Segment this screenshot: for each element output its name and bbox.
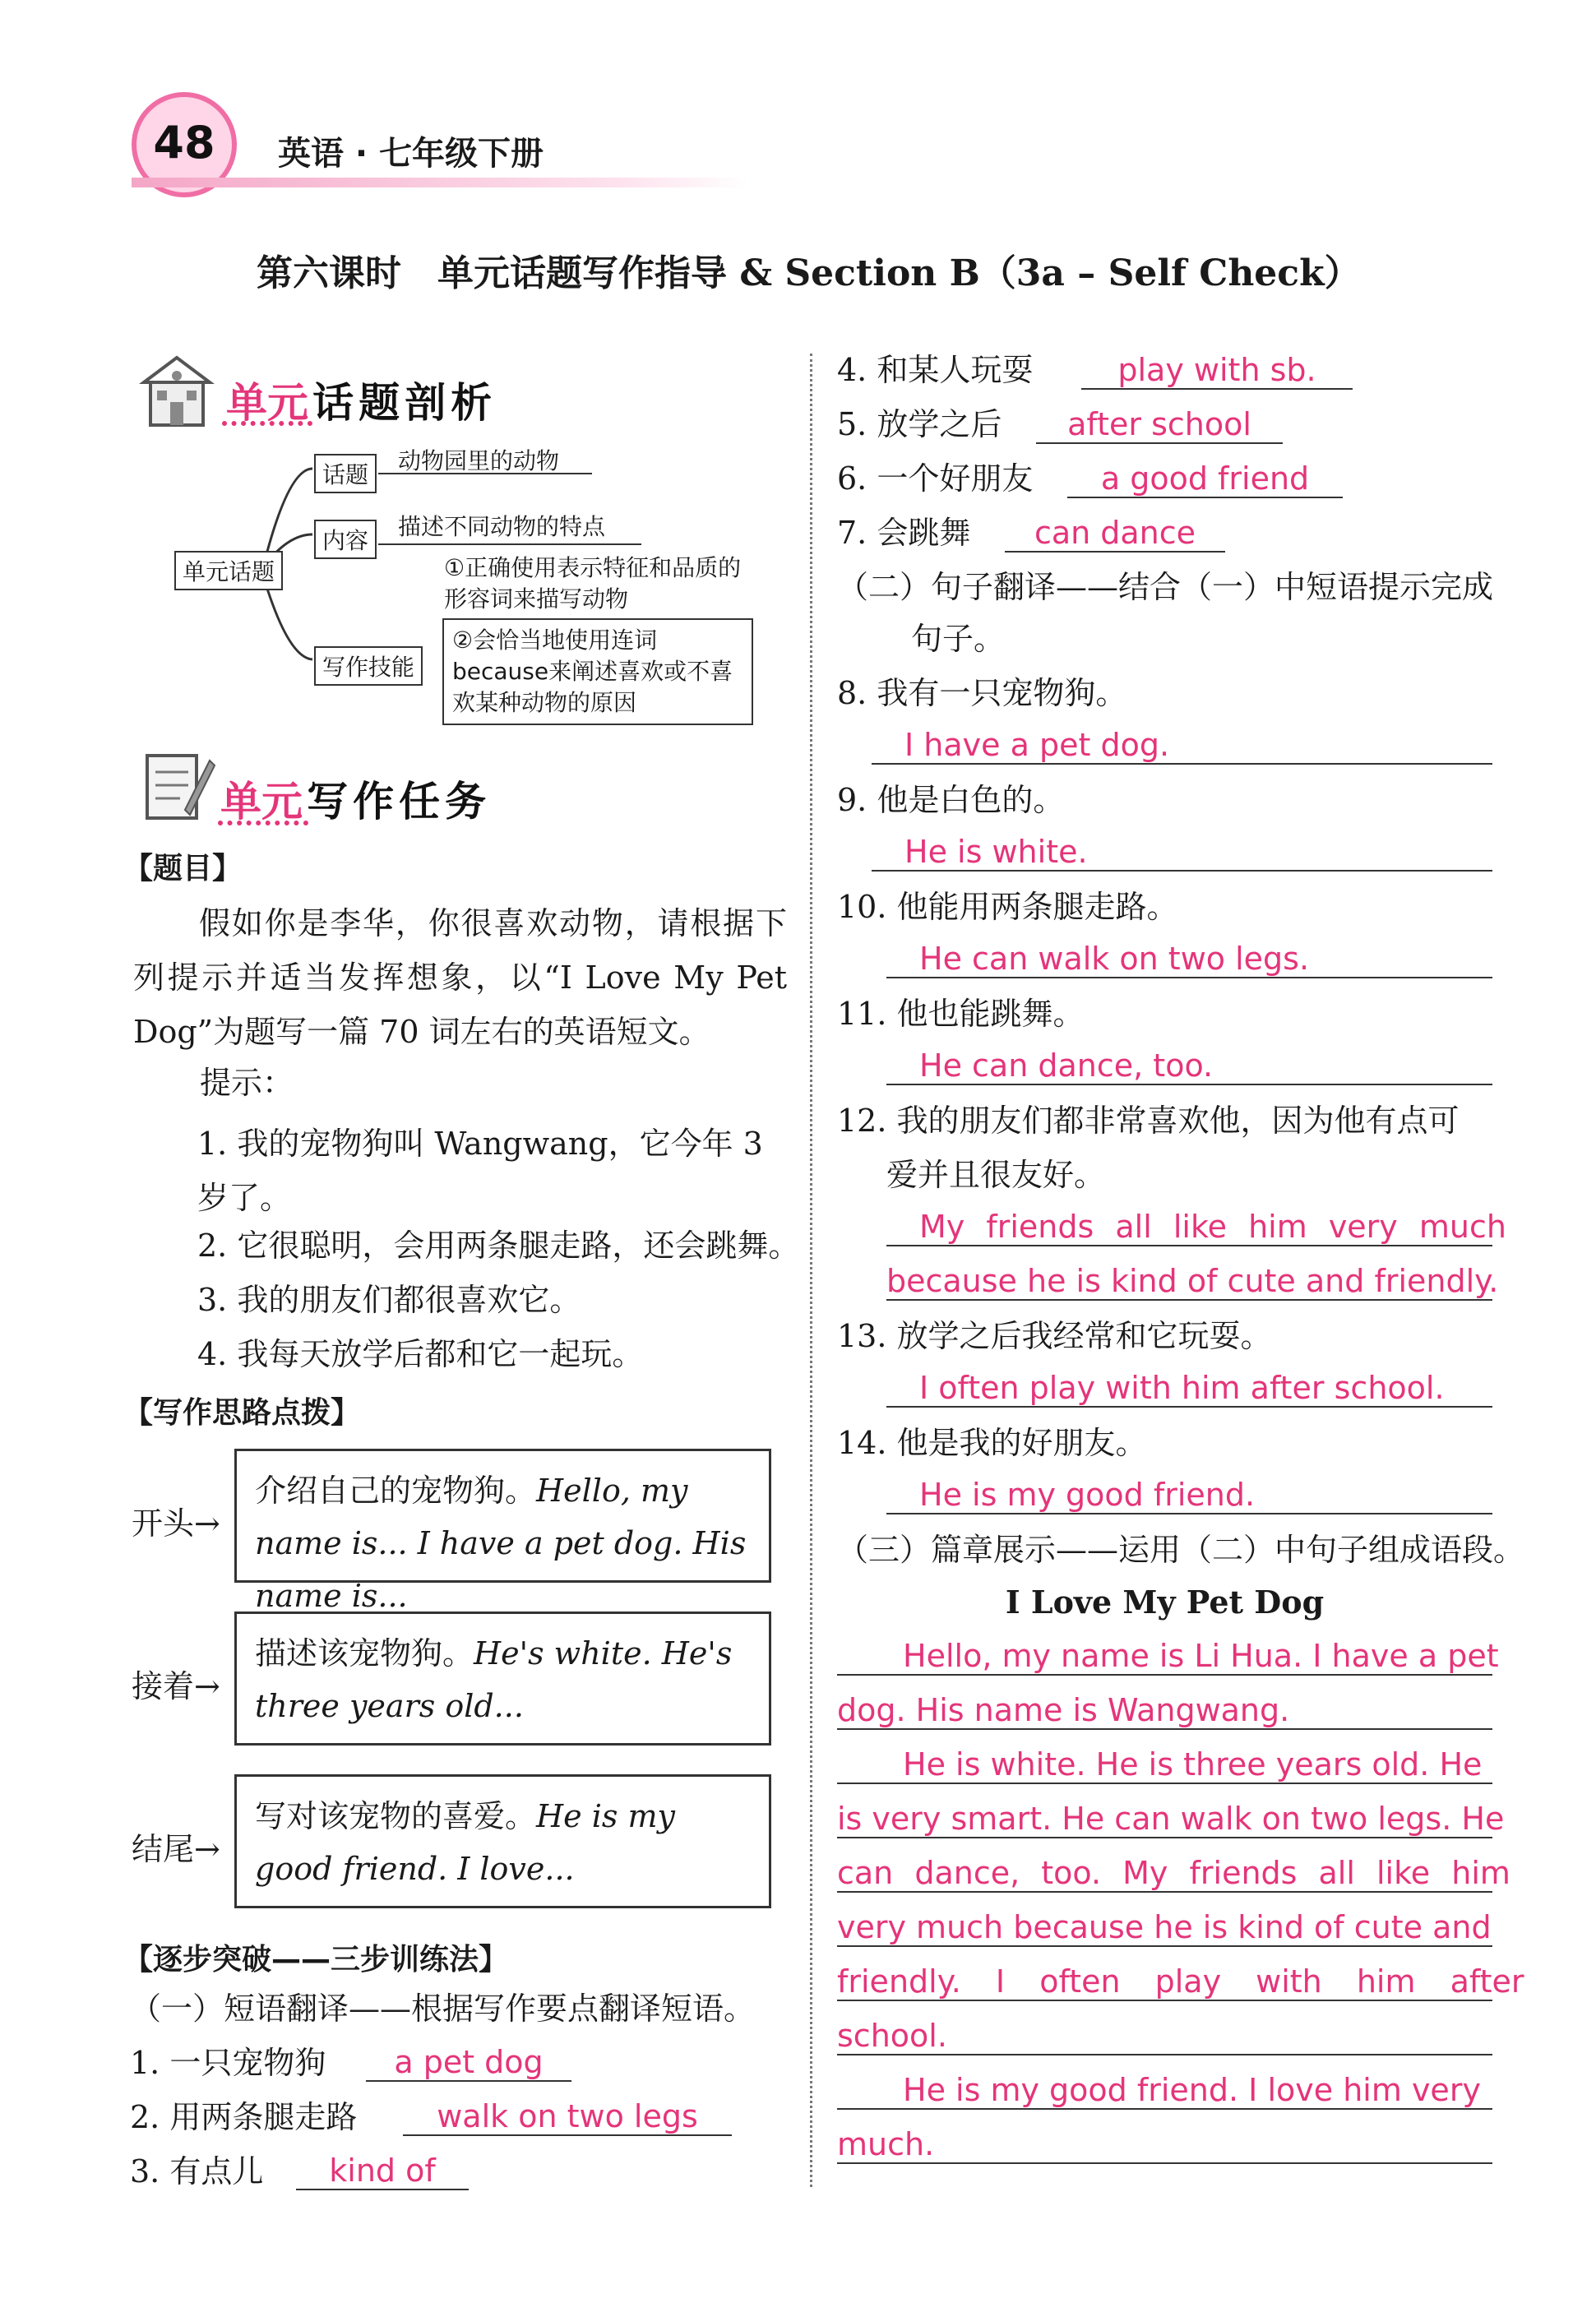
phrase-q-3: 3. 有点儿 <box>130 2153 264 2189</box>
banner2-label-a: 单元 <box>220 778 303 825</box>
phrase-a-7: can dance <box>1005 515 1225 553</box>
essay-line-2: dog. His name is Wangwang. <box>837 1692 1492 1730</box>
guide-cn-2: 描述该宠物狗。 <box>255 1635 474 1672</box>
sentence-a-9: He is white. <box>872 834 1492 872</box>
sentence-a-12-line2: because he is kind of cute and friendly. <box>886 1263 1499 1299</box>
hint-4: 4. 我每天放学后都和它一起玩。 <box>197 1336 644 1372</box>
sentence-a-12-line1: My friends all like him very much <box>886 1209 1492 1246</box>
sentence-q-10: 10. 他能用两条腿走路。 <box>837 889 1178 925</box>
essay-line-8: school. <box>837 2018 1492 2055</box>
guide-cn-3: 写对该宠物的喜爱。 <box>255 1798 537 1834</box>
mindmap-root: 单元话题 <box>174 551 283 590</box>
essay-line-4: is very smart. He can walk on two legs. He <box>837 1801 1505 1837</box>
header-rule <box>132 178 748 187</box>
mindmap-topic-text: 动物园里的动物 <box>398 447 560 474</box>
banner2-dots <box>218 821 308 825</box>
essay-title: I Love My Pet Dog <box>1005 1584 1325 1621</box>
guide-en-1: Hello, my name is... I have a pet dog. His name is... <box>255 1473 747 1614</box>
phrase-a-3: kind of <box>296 2152 469 2190</box>
part2-title-1: （二）句子翻译——结合（一）中短语提示完成 <box>837 569 1494 605</box>
sentence-q-13: 13. 放学之后我经常和它玩耍。 <box>837 1318 1272 1354</box>
guide-heading: 【写作思路点拨】 <box>123 1396 361 1430</box>
sentence-q-14: 14. 他是我的好朋友。 <box>837 1425 1147 1461</box>
sentence-q-12-line2: 爱并且很友好。 <box>886 1157 1106 1193</box>
guide-en-2: He's white. He's three years old... <box>255 1635 733 1724</box>
hint-2: 2. 它很聪明，会用两条腿走路，还会跳舞。 <box>197 1228 800 1264</box>
guide-box-2 <box>234 1611 771 1746</box>
mindmap-content-node: 内容 <box>314 520 377 559</box>
subject-title: 英语 · 七年级下册 <box>278 135 544 173</box>
guide-cn-1: 介绍自己的宠物狗。 <box>255 1473 537 1509</box>
part1-title: （一）短语翻译——根据写作要点翻译短语。 <box>130 1991 756 2027</box>
essay-line-5: can dance, too. My friends all like him <box>837 1855 1510 1891</box>
column-divider <box>810 354 812 2187</box>
phrase-q-2: 2. 用两条腿走路 <box>130 2099 358 2135</box>
essay-line-6: very much because he is kind of cute and <box>837 1909 1492 1945</box>
essay-line-10: much. <box>837 2126 1492 2164</box>
banner1-dots <box>222 421 312 426</box>
banner1-label-a: 单元 <box>226 379 308 427</box>
hint-3: 3. 我的朋友们都很喜欢它。 <box>197 1282 581 1318</box>
guide-box-3 <box>234 1774 771 1908</box>
school-icon <box>136 349 218 435</box>
banner1-label-b: 话题剖析 <box>312 379 497 427</box>
part2-title-2: 句子。 <box>911 621 1006 657</box>
guide-label-3: 结尾→ <box>132 1831 220 1867</box>
guide-label-2: 接着→ <box>132 1668 220 1704</box>
sentence-a-10: He can walk on two legs. <box>886 941 1492 978</box>
guide-box-1 <box>234 1449 771 1614</box>
lesson-title: 第六课时 单元话题写作指导 & Section B（3a – Self Check） <box>257 252 1361 294</box>
guide-label-1: 开头→ <box>132 1505 220 1542</box>
hint-1: 1. 我的宠物狗叫 Wangwang，它今年 3 岁了。 <box>197 1126 763 1216</box>
task-heading: 【题目】 <box>123 852 243 885</box>
sentence-q-8: 8. 我有一只宠物狗。 <box>837 675 1127 711</box>
sentence-q-11: 11. 他也能跳舞。 <box>837 996 1085 1032</box>
hint-title: 提示： <box>200 1065 294 1101</box>
steps-heading: 【逐步突破——三步训练法】 <box>123 1943 509 1977</box>
phrase-q-6: 6. 一个好朋友 <box>837 460 1034 497</box>
phrase-q-7: 7. 会跳舞 <box>837 515 971 551</box>
sentence-a-11: He can dance, too. <box>886 1047 1492 1085</box>
sentence-a-13: I often play with him after school. <box>886 1370 1492 1408</box>
sentence-a-8: I have a pet dog. <box>872 727 1492 765</box>
phrase-a-5: after school <box>1036 406 1283 444</box>
essay-line-9: He is my good friend. I love him very <box>837 2072 1492 2110</box>
mindmap-skill-2: ②会恰当地使用连词because来阐述喜欢或不喜欢某种动物的原因 <box>452 627 733 716</box>
phrase-a-6: a good friend <box>1067 460 1343 498</box>
sentence-q-12-line1: 12. 我的朋友们都非常喜欢他，因为他有点可 <box>837 1103 1460 1139</box>
mindmap-skill-1: ①正确使用表示特征和品质的形容词来描写动物 <box>444 554 742 613</box>
essay-line-7: friendly. I often play with him after <box>837 1963 1524 2000</box>
mindmap-skill-node: 写作技能 <box>314 646 423 686</box>
phrase-q-5: 5. 放学之后 <box>837 406 1002 442</box>
banner2-label-b: 写作任务 <box>307 778 492 825</box>
phrase-q-1: 1. 一只宠物狗 <box>130 2045 326 2081</box>
mindmap-content-text: 描述不同动物的特点 <box>398 513 606 540</box>
phrase-a-4: play with sb. <box>1081 352 1353 390</box>
sentence-q-9: 9. 他是白色的。 <box>837 782 1065 818</box>
mindmap-topic-node: 话题 <box>314 454 377 493</box>
phrase-a-1: a pet dog <box>366 2044 571 2082</box>
sentence-a-14: He is my good friend. <box>886 1477 1492 1514</box>
pencil-notebook-icon <box>136 744 218 830</box>
task-paragraph: 假如你是李华，你很喜欢动物，请根据下列提示并适当发挥想象，以“I Love My Pet Dog”为题写一篇 70 词左右的英语短文。 <box>133 905 787 1050</box>
page-number: 48 <box>132 92 237 197</box>
guide-en-3: He is my good friend. I love... <box>255 1798 675 1887</box>
essay-line-3: He is white. He is three years old. He <box>837 1746 1492 1784</box>
essay-line-1: Hello, my name is Li Hua. I have a pet <box>837 1638 1492 1676</box>
part3-title: （三）篇章展示——运用（二）中句子组成语段。 <box>837 1532 1525 1568</box>
phrase-a-2: walk on two legs <box>403 2098 732 2136</box>
phrase-q-4: 4. 和某人玩耍 <box>837 352 1034 388</box>
